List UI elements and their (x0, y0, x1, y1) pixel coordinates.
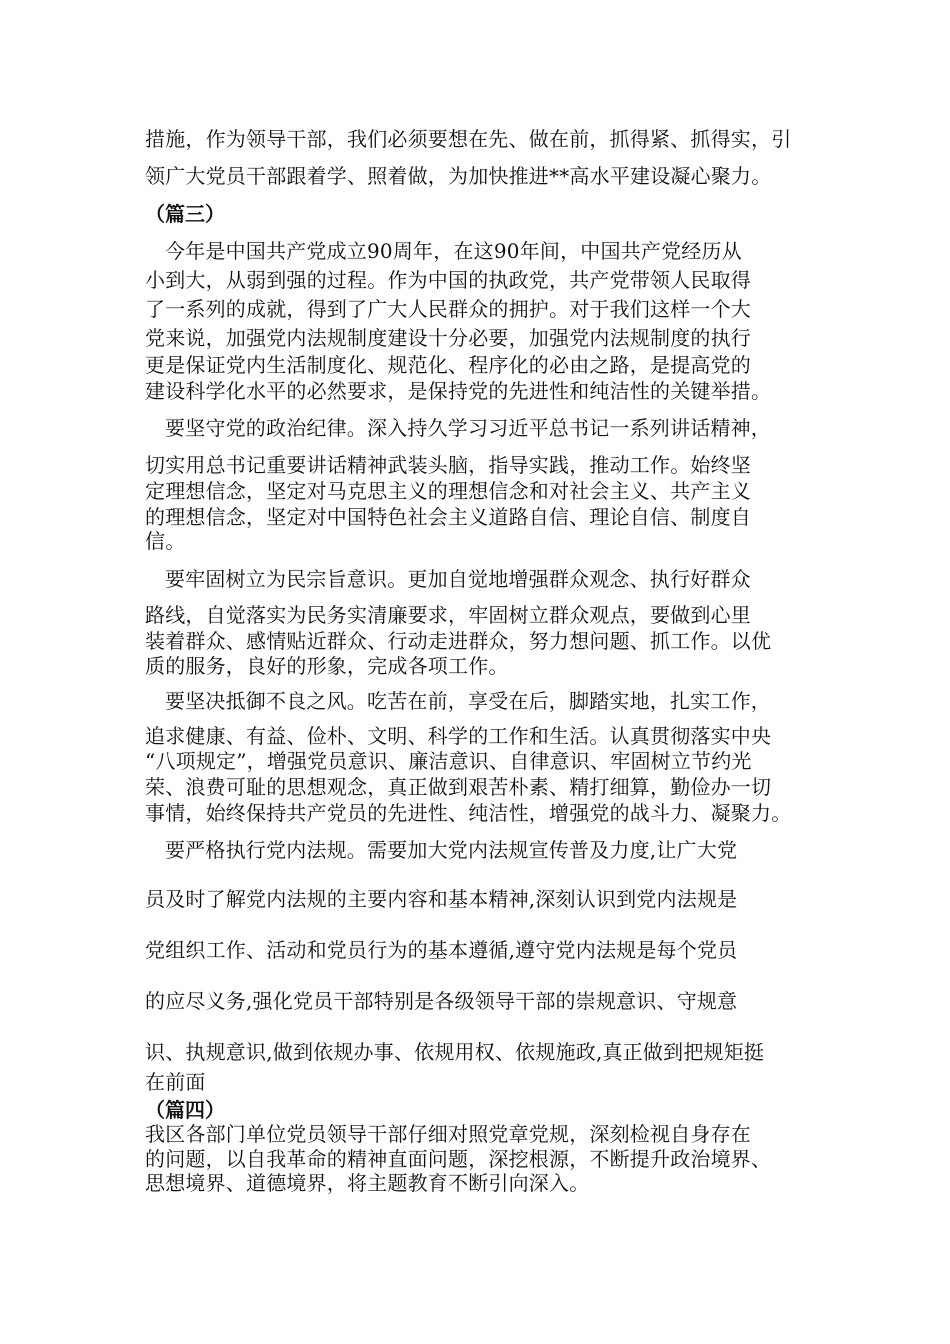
s3-p4-line-2: 追求健康、有益、俭朴、文明、科学的工作和生活。认真贯彻落实中央 (145, 724, 772, 748)
s4-p1-line-1: 我区各部门单位党员领导干部仔细对照党章党规，深刻检视自身存在 (145, 1122, 751, 1146)
s3-p5-line-5: 识、执规意识,做到依规办事、依规用权、依规施政,真正做到把规矩挺 (145, 1040, 765, 1064)
s3-p1-line-2: 小到大，从弱到强的过程。作为中国的执政党，共产党带领人民取得 (145, 268, 751, 292)
s3-p5-line-2: 员及时了解党内法规的主要内容和基本精神,深刻认识到党内法规是 (145, 887, 738, 911)
s3-p3-line-3: 装着群众、感情贴近群众、行动走进群众，努力想问题、抓工作。以优 (145, 629, 772, 653)
s3-p5-line-4: 的应尽义务,强化党员干部特别是各级领导干部的崇规意识、守规意 (145, 989, 738, 1013)
s3-p4-line-4: 荣、浪费可耻的思想观念，真正做到艰苦朴素、精打细算，勤俭办一切 (145, 775, 772, 799)
s3-p5-line-6: 在前面 (145, 1070, 206, 1094)
s3-p1-line-3: 了一系列的成就，得到了广大人民群众的拥护。对于我们这样一个大 (145, 297, 751, 321)
s3-p4-line-5: 事情，始终保持共产党员的先进性、纯洁性，增强党的战斗力、凝聚力。 (145, 801, 792, 825)
section4-heading: （篇四） (145, 1098, 225, 1122)
s3-p2-line-3: 定理想信念，坚定对马克思主义的理想信念和对社会主义、共产主义 (145, 479, 751, 503)
s3-p2-line-4: 的理想信念，坚定对中国特色社会主义道路自信、理论自信、制度自 (145, 505, 751, 529)
intro-line-1: 措施，作为领导干部，我们必须要想在先、做在前，抓得紧、抓得实，引 (145, 127, 792, 151)
intro-line-2: 领广大党员干部跟着学、照着做，为加快推进**高水平建设凝心聚力。 (145, 164, 772, 188)
s3-p5-line-1: 要严格执行党内法规。需要加大党内法规宣传普及力度,让广大党 (165, 838, 738, 862)
s3-p2-line-5: 信。 (145, 529, 186, 553)
s3-p1-line-4: 党来说，加强党内法规制度建设十分必要，加强党内法规制度的执行 (145, 326, 751, 350)
s3-p2-line-1: 要坚守党的政治纪律。深入持久学习习近平总书记一系列讲话精神， (165, 416, 771, 440)
s3-p3-line-1: 要牢固树立为民宗旨意识。更加自觉地增强群众观念、执行好群众 (165, 567, 751, 591)
section3-heading: （篇三） (145, 202, 225, 226)
s3-p3-line-4: 质的服务，良好的形象，完成各项工作。 (145, 654, 509, 678)
s3-p4-line-1: 要坚决抵御不良之风。吃苦在前，享受在后，脚踏实地，扎实工作， (165, 689, 771, 713)
s3-p1-line-5: 更是保证党内生活制度化、规范化、程序化的必由之路，是提高党的 (145, 353, 751, 377)
s4-p1-line-3: 思想境界、道德境界，将主题教育不断引向深入。 (145, 1171, 590, 1195)
s3-p2-line-2: 切实用总书记重要讲话精神武装头脑，指导实践，推动工作。始终坚 (145, 453, 751, 477)
s3-p1-line-1: 今年是中国共产党成立90周年，在这90年间，中国共产党经历从 (165, 239, 742, 263)
s3-p3-line-2: 路线，自觉落实为民务实清廉要求，牢固树立群众观点，要做到心里 (145, 603, 751, 627)
s4-p1-line-2: 的问题，以自我革命的精神直面问题，深挖根源，不断提升政治境界、 (145, 1147, 772, 1171)
s3-p5-line-3: 党组织工作、活动和党员行为的基本遵循,遵守党内法规是每个党员 (145, 938, 738, 962)
s3-p1-line-6: 建设科学化水平的必然要求，是保持党的先进性和纯洁性的关键举措。 (145, 379, 772, 403)
s3-p4-line-3: “八项规定”，增强党员意识、廉洁意识、自律意识、牢固树立节约光 (145, 749, 752, 773)
